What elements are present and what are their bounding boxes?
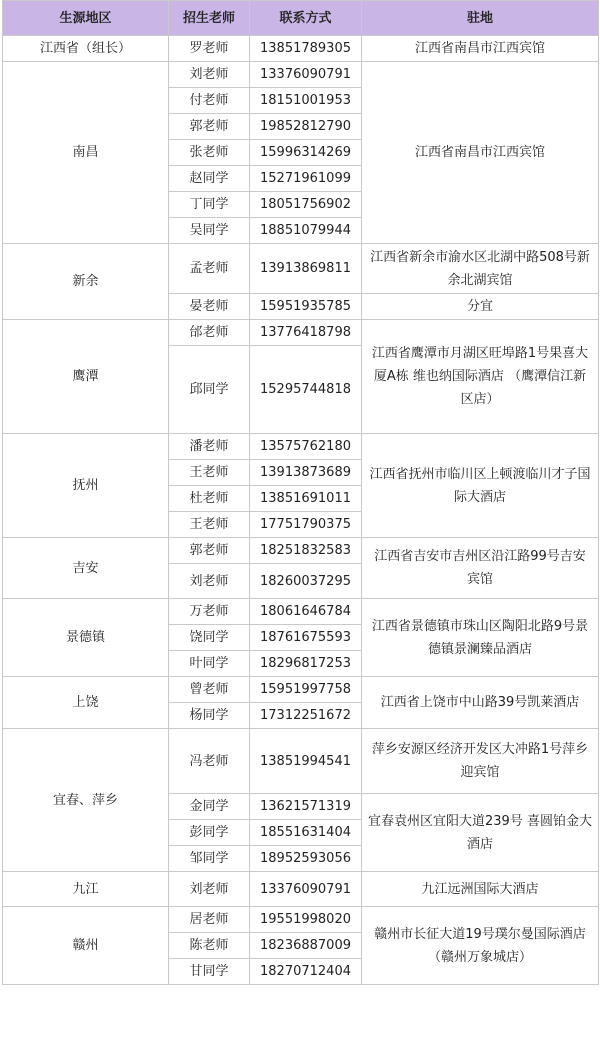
- region-cell: 新余: [3, 244, 169, 320]
- phone-cell: 13376090791: [250, 62, 362, 88]
- recruitment-contact-table: [2, 0, 599, 985]
- region-cell: 抚州: [3, 434, 169, 538]
- phone-cell: 17312251672: [250, 703, 362, 729]
- teacher-name-cell: 杨同学: [169, 703, 250, 729]
- station-cell: 江西省抚州市临川区上顿渡临川才子国际大酒店: [362, 434, 599, 538]
- phone-cell: 13851691011: [250, 486, 362, 512]
- teacher-name-cell: 王老师: [169, 460, 250, 486]
- phone-cell: 13776418798: [250, 320, 362, 346]
- region-cell: 吉安: [3, 538, 169, 599]
- teacher-name-cell: 曾老师: [169, 677, 250, 703]
- phone-cell: 18061646784: [250, 599, 362, 625]
- phone-cell: 19551998020: [250, 907, 362, 933]
- teacher-name-cell: 晏老师: [169, 294, 250, 320]
- table-row: [3, 907, 599, 933]
- phone-cell: 13575762180: [250, 434, 362, 460]
- table-row: [3, 677, 599, 703]
- phone-cell: 18270712404: [250, 959, 362, 985]
- station-cell: 赣州市长征大道19号璞尔曼国际酒店（赣州万象城店）: [362, 907, 599, 985]
- phone-cell: 18952593056: [250, 846, 362, 872]
- table-row: [3, 872, 599, 907]
- station-cell: 九江远洲国际大酒店: [362, 872, 599, 907]
- station-cell: 江西省南昌市江西宾馆: [362, 62, 599, 244]
- teacher-name-cell: 邱同学: [169, 346, 250, 434]
- teacher-name-cell: 邰老师: [169, 320, 250, 346]
- region-cell: 宜春、萍乡: [3, 729, 169, 872]
- phone-cell: 18761675593: [250, 625, 362, 651]
- phone-cell: 13376090791: [250, 872, 362, 907]
- phone-cell: 18260037295: [250, 564, 362, 599]
- phone-cell: 13851994541: [250, 729, 362, 794]
- teacher-name-cell: 郭老师: [169, 114, 250, 140]
- phone-cell: 17751790375: [250, 512, 362, 538]
- teacher-name-cell: 郭老师: [169, 538, 250, 564]
- teacher-name-cell: 孟老师: [169, 244, 250, 294]
- teacher-name-cell: 刘老师: [169, 564, 250, 599]
- teacher-name-cell: 居老师: [169, 907, 250, 933]
- teacher-name-cell: 罗老师: [169, 36, 250, 62]
- teacher-name-cell: 张老师: [169, 140, 250, 166]
- phone-cell: 15951935785: [250, 294, 362, 320]
- region-cell: 赣州: [3, 907, 169, 985]
- phone-cell: 13913873689: [250, 460, 362, 486]
- teacher-name-cell: 冯老师: [169, 729, 250, 794]
- phone-cell: 19852812790: [250, 114, 362, 140]
- teacher-name-cell: 赵同学: [169, 166, 250, 192]
- table-row: [3, 36, 599, 62]
- station-cell: 江西省景德镇市珠山区陶阳北路9号景德镇景澜臻品酒店: [362, 599, 599, 677]
- header-teacher: 招生老师: [169, 1, 250, 36]
- region-cell: 江西省（组长）: [3, 36, 169, 62]
- phone-cell: 15996314269: [250, 140, 362, 166]
- station-cell: 江西省鹰潭市月湖区旺埠路1号果喜大厦A栋 维也纳国际酒店 （鹰潭信江新区店）: [362, 320, 599, 434]
- region-cell: 上饶: [3, 677, 169, 729]
- phone-cell: 13913869811: [250, 244, 362, 294]
- phone-cell: 15951997758: [250, 677, 362, 703]
- teacher-name-cell: 潘老师: [169, 434, 250, 460]
- phone-cell: 15295744818: [250, 346, 362, 434]
- teacher-name-cell: 叶同学: [169, 651, 250, 677]
- region-cell: 景德镇: [3, 599, 169, 677]
- teacher-name-cell: 丁同学: [169, 192, 250, 218]
- header-region: 生源地区: [3, 1, 169, 36]
- teacher-name-cell: 彭同学: [169, 820, 250, 846]
- teacher-name-cell: 刘老师: [169, 62, 250, 88]
- station-cell: 萍乡安源区经济开发区大冲路1号萍乡迎宾馆: [362, 729, 599, 794]
- phone-cell: 18051756902: [250, 192, 362, 218]
- header-contact: 联系方式: [250, 1, 362, 36]
- teacher-name-cell: 王老师: [169, 512, 250, 538]
- phone-cell: 15271961099: [250, 166, 362, 192]
- teacher-name-cell: 陈老师: [169, 933, 250, 959]
- teacher-name-cell: 刘老师: [169, 872, 250, 907]
- teacher-name-cell: 饶同学: [169, 625, 250, 651]
- teacher-name-cell: 杜老师: [169, 486, 250, 512]
- phone-cell: 18851079944: [250, 218, 362, 244]
- station-cell: 江西省上饶市中山路39号凯莱酒店: [362, 677, 599, 729]
- teacher-name-cell: 甘同学: [169, 959, 250, 985]
- teacher-name-cell: 邹同学: [169, 846, 250, 872]
- phone-cell: 13621571319: [250, 794, 362, 820]
- table-row: [3, 434, 599, 460]
- table-row: [3, 244, 599, 294]
- station-cell: 江西省新余市渝水区北湖中路508号新余北湖宾馆: [362, 244, 599, 294]
- station-cell: 分宜: [362, 294, 599, 320]
- table-row: [3, 62, 599, 88]
- region-cell: 南昌: [3, 62, 169, 244]
- station-cell: 江西省吉安市吉州区沿江路99号吉安宾馆: [362, 538, 599, 599]
- header-station: 驻地: [362, 1, 599, 36]
- table-row: [3, 320, 599, 346]
- teacher-name-cell: 吴同学: [169, 218, 250, 244]
- teacher-name-cell: 付老师: [169, 88, 250, 114]
- station-cell: 江西省南昌市江西宾馆: [362, 36, 599, 62]
- phone-cell: 18296817253: [250, 651, 362, 677]
- phone-cell: 18551631404: [250, 820, 362, 846]
- table-body: [3, 36, 599, 985]
- phone-cell: 18251832583: [250, 538, 362, 564]
- phone-cell: 18151001953: [250, 88, 362, 114]
- table-header-row: [3, 1, 599, 36]
- phone-cell: 18236887009: [250, 933, 362, 959]
- table-row: [3, 729, 599, 794]
- region-cell: 鹰潭: [3, 320, 169, 434]
- teacher-name-cell: 金同学: [169, 794, 250, 820]
- region-cell: 九江: [3, 872, 169, 907]
- phone-cell: 13851789305: [250, 36, 362, 62]
- table-row: [3, 599, 599, 625]
- table-row: [3, 538, 599, 564]
- station-cell: 宜春袁州区宜阳大道239号 喜圆铂金大酒店: [362, 794, 599, 872]
- teacher-name-cell: 万老师: [169, 599, 250, 625]
